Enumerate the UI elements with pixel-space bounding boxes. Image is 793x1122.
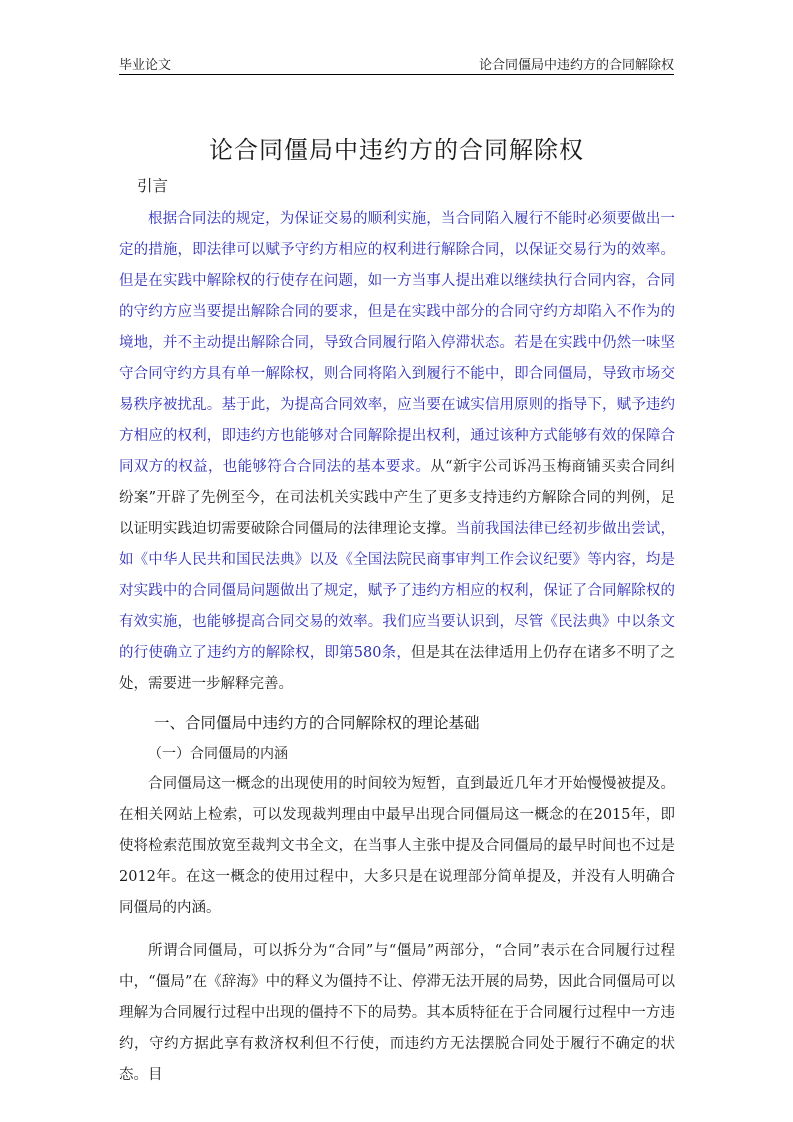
section-1-1-paragraph-2: 所谓合同僵局，可以拆分为“合同”与“僵局”两部分，“合同”表示在合同履行过程中，“僵局”在《辞海》中的释义为僵持不让、停滞无法开展的局势，因此合同僵局可以理解为合同履行过程中出现的僵持不下的局势。其本质特征在于合同履行过程中一方违约，守约方据此享有救济权利但不行使，而违约方无法摆脱合同处于履行不确定的状态。目 — [119, 943, 675, 1083]
intro-paragraph — [119, 204, 675, 700]
page-header — [119, 50, 674, 75]
header-right-text: 论合同僵局中违约方的合同解除权 — [478, 58, 674, 73]
header-left-text: 毕业论文 — [119, 58, 172, 73]
section-1-heading: 一、合同僵局中违约方的合同解除权的理论基础 — [154, 714, 480, 732]
intro-text-blue-a: 根据合同法的规定，为保证交易的顺利实施，当合同陷入履行不能时必须要做出一定的措施，即法律可以赋予守约方相应的权利进行解除合同，以保证交易行为的效率。但是在实践中解除权的行使存在问题，如一方当事人提出难以继续执行合同内容，合同的守约方应当要提出解除合同的要求，但是在实践中部分的合同守约方却陷入不作为的境地，并不主动提出解除合同，导致合同履行陷入停滞状态。若是在实践中仍然一味坚守合同守约方具有单一解除权，则合同将陷入到履行不能中，即合同僵局，导致市场交易秩序被扰乱。基于此，为提高合同效率，应当要在诚实信用原则的指导下，赋予违约方相应的权利，即违约方也能够对合同解除提出权利，通过该种方式能够有效的保障合同双方的权益，也能够符合合同法的基本要求。 — [119, 211, 675, 475]
paper-title: 论合同僵局中违约方的合同解除权 — [209, 136, 584, 164]
section-1-1-paragraph-1: 合同僵局这一概念的出现使用的时间较为短暂，直到最近几年才开始慢慢被提及。在相关网站上检索，可以发现裁判理由中最早出现合同僵局这一概念的在2015年，即使将检索范围放宽至裁判文书全文，在当事人主张中提及合同僵局的最早时间也不过是2012年。在这一概念的使用过程中，大多只是在说理部分简单提及，并没有人明确合同僵局的内涵。 — [119, 776, 675, 916]
intro-text-black: 从“新宇公司诉冯玉梅商铺买卖合同纠纷案”开辟了先例至今，在司法机关实践中产生了更多支持违约方解除合同的判例，足以证明实践迫切需要破除合同僵局的法律理论支撑。 — [119, 459, 675, 537]
intro-text-tail: 但是其在法律适用上仍存在诸多不明了之处，需要进一步解释完善。 — [119, 645, 675, 692]
section-1-1-heading: （一）合同僵局的内涵 — [148, 746, 288, 762]
paper-body — [119, 172, 675, 1091]
intro-heading: 引言 — [137, 177, 169, 195]
intro-text-blue-b: 当前我国法律已经初步做出尝试，如《中华人民共和国民法典》以及《全国法院民商事审判工作会议纪要》等内容，均是对实践中的合同僵局问题做出了规定，赋予了违约方相应的权利，保证了合同解除权的有效实施，也能够提高合同交易的效率。我们应当要认识到，尽管《民法典》中以条文的行使确立了违约方的解除权，即第580条， — [119, 521, 675, 661]
